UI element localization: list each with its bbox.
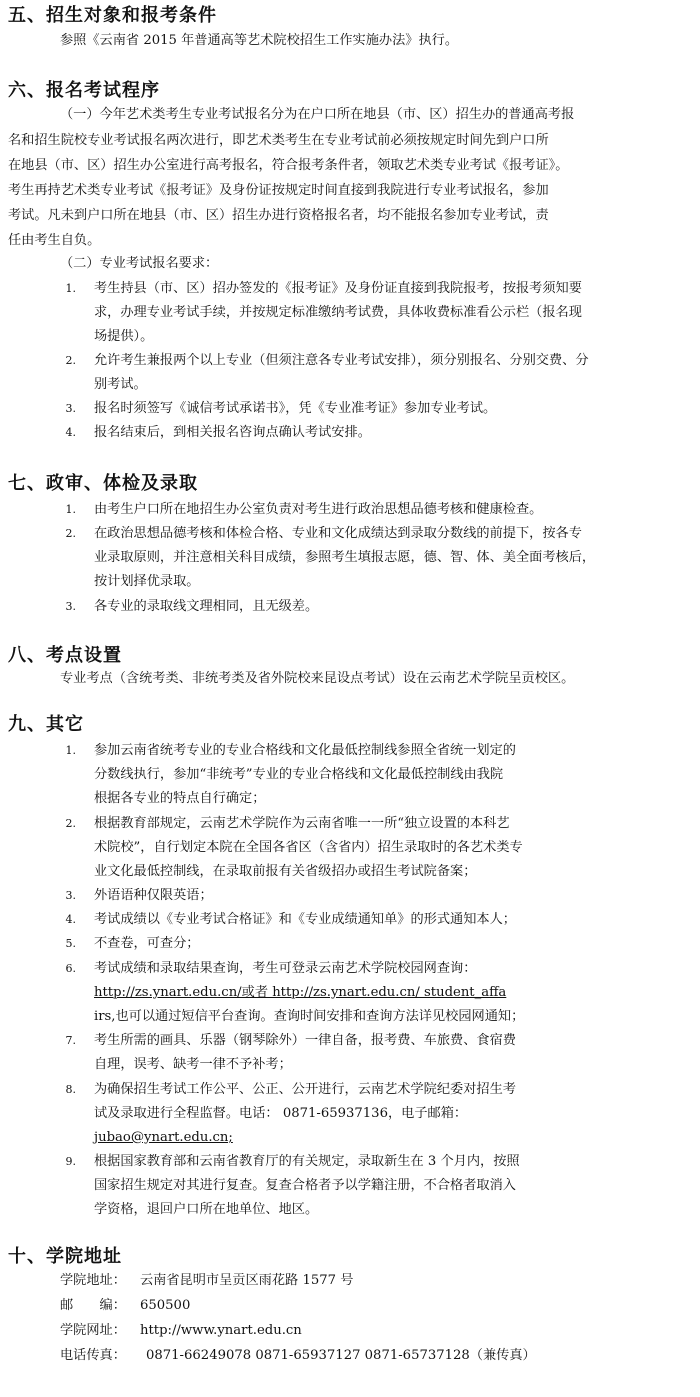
list-item-line: irs,也可以通过短信平台查询。查询时间安排和查询方法详见校园网通知； — [94, 1009, 525, 1024]
list-item-line: 试及录取进行全程监督。电话： 0871-65937136，电子邮箱： — [94, 1106, 468, 1121]
section-6-para1-line: 任由考生自负。 — [8, 233, 101, 248]
list-number: 2. — [65, 527, 76, 540]
list-item-line: 根据教育部规定，云南艺术学院作为云南省唯一一所“独立设置的本科艺 — [94, 816, 510, 831]
list-item-line: 根据各专业的特点自行确定； — [94, 791, 266, 806]
query-link-line[interactable]: http://zs.ynart.edu.cn/或者 http://zs.ynart.edu.cn/ student_affa — [94, 985, 507, 1000]
list-item-line: 考生所需的画具、乐器（钢琴除外）一律自备，报考费、车旅费、食宿费 — [94, 1033, 516, 1048]
list-number: 1. — [65, 282, 76, 295]
section-6-para1-line: （一）今年艺术类考生专业考试报名分为在户口所在地县（市、区）招生办的普通高考报 — [60, 107, 575, 122]
website-link[interactable]: http://www.ynart.edu.cn — [140, 1323, 302, 1338]
section-6-para1-line: 考试。凡未到户口所在地县（市、区）招生办进行资格报名者，均不能报名参加专业考试，责 — [8, 208, 549, 223]
list-item-line: 在政治思想品德考核和体检合格、专业和文化成绩达到录取分数线的前提下，按各专 — [94, 526, 582, 541]
list-number: 8. — [65, 1083, 76, 1096]
postcode-label: 邮 编： — [60, 1298, 126, 1313]
section-6-para2: （二）专业考试报名要求： — [60, 256, 219, 271]
list-item-line: 根据国家教育部和云南省教育厅的有关规定，录取新生在 3 个月内，按照 — [94, 1154, 520, 1169]
email-link[interactable]: jubao@ynart.edu.cn; — [94, 1130, 233, 1145]
list-number: 5. — [65, 937, 76, 950]
section-10-heading: 十、学院地址 — [8, 1246, 122, 1267]
list-item-line: 术院校”，自行划定本院在全国各省区（含省内）招生录取时的各艺术类专 — [94, 840, 523, 855]
list-item-line: 业文化最低控制线，在录取前报有关省级招办或招生考试院备案； — [94, 864, 477, 879]
list-item-line: 自理，误考、缺考一律不予补考； — [94, 1057, 292, 1072]
section-6-heading: 六、报名考试程序 — [8, 80, 160, 101]
list-number: 4. — [65, 913, 76, 926]
section-9-heading: 九、其它 — [8, 714, 84, 735]
list-item-line: 按计划择优录取。 — [94, 574, 200, 589]
list-number: 2. — [65, 817, 76, 830]
list-item-line: 分数线执行，参加“非统考”专业的专业合格线和文化最低控制线由我院 — [94, 767, 504, 782]
list-item-line: 场提供）。 — [94, 329, 154, 344]
list-number: 2. — [65, 354, 76, 367]
list-number: 1. — [65, 744, 76, 757]
list-item-line: 参加云南省统考专业的专业合格线和文化最低控制线参照全省统一划定的 — [94, 743, 516, 758]
list-item-line: 学资格，退回户口所在地单位、地区。 — [94, 1202, 319, 1217]
website-label: 学院网址： — [60, 1323, 126, 1338]
postcode-value: 650500 — [140, 1298, 191, 1313]
section-6-para1-line: 在地县（市、区）招生办公室进行高考报名，符合报考条件者，领取艺术类专业考试《报考证》。 — [8, 158, 569, 173]
list-item-line: 业录取原则，并注意相关科目成绩，参照考生填报志愿，德、智、体、美全面考核后， — [94, 550, 596, 565]
list-item-line: 为确保招生考试工作公平、公正、公开进行，云南艺术学院纪委对招生考 — [94, 1082, 516, 1097]
list-item-line: 各专业的录取线文理相同，且无级差。 — [94, 599, 319, 614]
phone-value: 0871-66249078 0871-65937127 0871-65737128（兼传真） — [146, 1348, 536, 1363]
list-item-line: 考试成绩以《专业考试合格证》和《专业成绩通知单》的形式通知本人； — [94, 912, 516, 927]
list-number: 6. — [65, 962, 76, 975]
list-number: 7. — [65, 1034, 76, 1047]
section-5-heading: 五、招生对象和报考条件 — [8, 5, 217, 26]
section-6-para1-line: 考生再持艺术类专业考试《报考证》及身份证按规定时间直接到我院进行专业考试报名，参加 — [8, 183, 549, 198]
list-item-line: 允许考生兼报两个以上专业（但须注意各专业考试安排），须分别报名、分别交费、分 — [94, 353, 589, 368]
section-8-body: 专业考点（含统考类、非统考类及省外院校来昆设点考试）设在云南艺术学院呈贡校区。 — [60, 671, 575, 686]
section-8-heading: 八、考点设置 — [8, 645, 122, 666]
list-item-line: 报名时须签写《诚信考试承诺书》，凭《专业准考证》参加专业考试。 — [94, 401, 497, 416]
section-7-heading: 七、政审、体检及录取 — [8, 473, 198, 494]
list-item-line: 报名结束后，到相关报名咨询点确认考试安排。 — [94, 425, 371, 440]
list-number: 9. — [65, 1155, 76, 1168]
section-6-para1-line: 名和招生院校专业考试报名两次进行，即艺术类考生在专业考试前必须按规定时间先到户口所 — [8, 133, 549, 148]
list-item-line: 求，办理专业考试手续，并按规定标准缴纳考试费，具体收费标准看公示栏（报名现 — [94, 305, 582, 320]
list-item-line: 不查卷，可查分； — [94, 936, 200, 951]
list-item-line: 考试成绩和录取结果查询，考生可登录云南艺术学院校园网查询： — [94, 961, 477, 976]
list-item-line: 考生持县（市、区）招办签发的《报考证》及身份证直接到我院报考，按报考须知要 — [94, 281, 582, 296]
section-5-body: 参照《云南省 2015 年普通高等艺术院校招生工作实施办法》执行。 — [60, 33, 459, 48]
list-number: 3. — [65, 600, 76, 613]
list-item-line: 别考试。 — [94, 377, 147, 392]
list-number: 4. — [65, 426, 76, 439]
list-item-line: 由考生户口所在地招生办公室负责对考生进行政治思想品德考核和健康检查。 — [94, 502, 543, 517]
list-item-line: 国家招生规定对其进行复查。复查合格者予以学籍注册，不合格者取消入 — [94, 1178, 516, 1193]
list-number: 3. — [65, 402, 76, 415]
address-label: 学院地址： — [60, 1273, 126, 1288]
list-number: 1. — [65, 503, 76, 516]
list-item-line: 外语语种仅限英语； — [94, 888, 213, 903]
phone-label: 电话传真： — [60, 1348, 126, 1363]
address-value: 云南省昆明市呈贡区雨花路 1577 号 — [140, 1273, 354, 1288]
list-number: 3. — [65, 889, 76, 902]
